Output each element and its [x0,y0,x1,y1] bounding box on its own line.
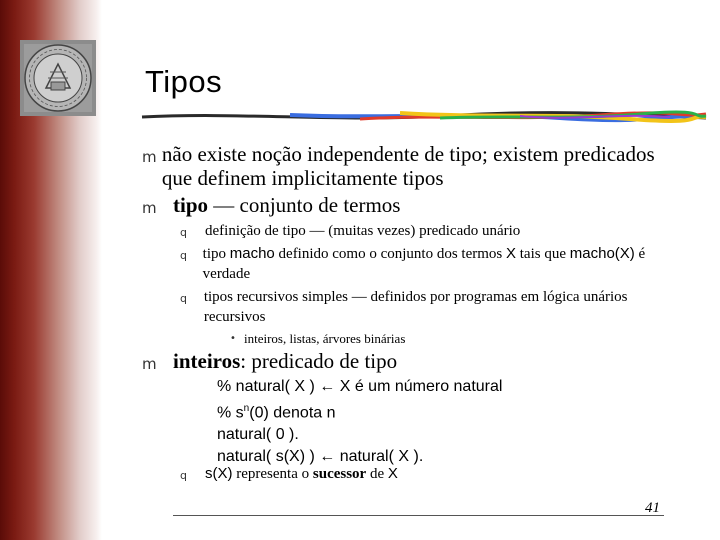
bullet-tipo [142,193,400,220]
code-block [217,376,502,468]
bullet-text: não existe noção independente de tipo; existem predicados que definem implicitamente tipos [161,142,655,190]
slide-title: Tipos [145,64,223,99]
bullet-no-type-notion [142,142,662,190]
bold-term: inteiros [173,349,241,373]
code-line: % natural( X ) ← X é um número natural [217,378,503,395]
bullet-marker: m [142,148,157,166]
sub-sub-bullet-examples [230,330,405,348]
sub-sub-bullet-text: inteiros, listas, árvores binárias [244,331,406,346]
sub-bullet-text: tipos recursivos simples — definidos por programas em lógica unários recursivos [203,289,628,325]
bold-term: tipo [173,193,209,217]
sub-bullet-text: tipo macho definido como o conjunto dos termos X tais que macho(X) é verdade [202,245,646,282]
sub-bullet-text: definição de tipo — (muitas vezes) predicado unário [205,223,521,239]
page-number: 41 [645,500,660,516]
bullet-inteiros [142,349,397,376]
code-line: natural( 0 ). [217,426,299,444]
bullet-marker: q [180,226,187,239]
color-brushstroke-divider [140,106,708,128]
code-line: natural( s(X) ) ← natural( X ). [217,448,424,466]
sub-bullet-type-definition [180,221,520,243]
bullet-marker: m [142,199,157,217]
sub-bullet-successor [180,464,398,486]
bullet-marker: q [180,292,187,305]
sub-bullet-text: s(X) representa o sucessor de X [205,465,398,482]
bullet-marker: q [180,249,187,262]
sub-bullet-recursive-types [180,287,670,327]
sub-bullet-macho [180,244,650,284]
footer-divider [173,515,664,516]
bullet-marker: • [230,333,236,344]
bullet-text: inteiros: predicado de tipo [173,349,398,373]
bullet-text: tipo — conjunto de termos [173,193,401,217]
bullet-marker: q [180,469,187,482]
bullet-marker: m [142,355,157,373]
university-seal-icon [20,40,96,116]
code-line: % $s^n(0)$ denota n [217,403,336,422]
